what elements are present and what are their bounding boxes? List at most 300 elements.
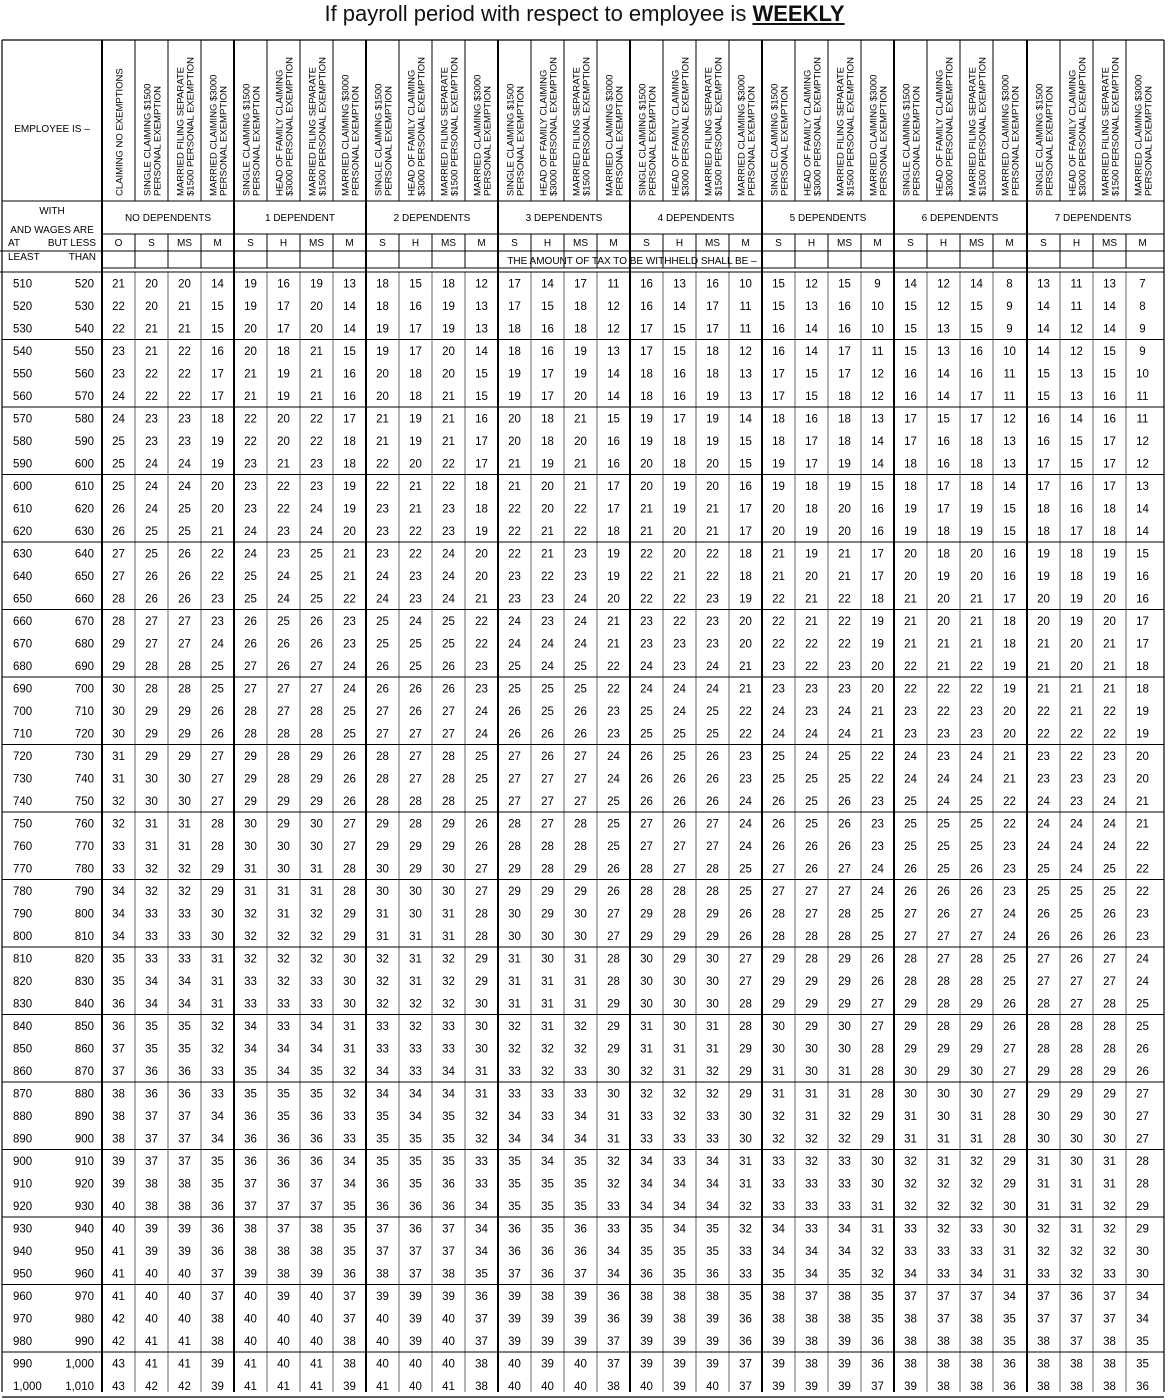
column-code-1-1: H <box>279 238 288 249</box>
tax-cell: 16 <box>409 301 422 313</box>
tax-cell: 25 <box>772 773 785 786</box>
wage-but-less: 620 <box>74 503 94 516</box>
tax-cell: 26 <box>640 773 653 786</box>
wage-but-less: 890 <box>74 1111 94 1123</box>
tax-cell: 32 <box>112 796 125 808</box>
tax-cell: 22 <box>871 773 884 786</box>
tax-cell: 30 <box>574 931 587 943</box>
tax-cell: 39 <box>673 1358 686 1371</box>
tax-cell: 29 <box>145 706 158 718</box>
tax-cell: 36 <box>541 1246 554 1258</box>
wage-but-less: 820 <box>74 953 94 966</box>
tax-cell: 23 <box>508 593 521 606</box>
tax-cell: 28 <box>1070 1021 1083 1033</box>
tax-cell: 25 <box>244 593 257 606</box>
tax-cell: 27 <box>244 683 257 696</box>
tax-cell: 23 <box>1136 931 1149 943</box>
tax-cell: 29 <box>310 773 323 786</box>
tax-cell: 26 <box>1003 1021 1016 1033</box>
tax-cell: 36 <box>409 1201 422 1213</box>
tax-cell: 28 <box>541 863 554 876</box>
tax-cell: 21 <box>706 503 719 516</box>
tax-cell: 25 <box>112 436 125 448</box>
tax-cell: 14 <box>871 436 884 448</box>
tax-cell: 32 <box>904 1201 917 1213</box>
tax-cell: 26 <box>1037 931 1050 943</box>
tax-cell: 25 <box>970 818 983 831</box>
tax-cell: 34 <box>673 1223 686 1236</box>
tax-cell: 20 <box>475 548 488 561</box>
tax-cell: 18 <box>574 323 587 336</box>
tax-cell: 24 <box>937 796 950 808</box>
tax-cell: 38 <box>211 1313 224 1326</box>
tax-cell: 35 <box>541 1178 554 1191</box>
tax-cell: 20 <box>409 458 422 471</box>
tax-cell: 22 <box>376 458 389 471</box>
group-label-1: 1 DEPENDENT <box>264 213 336 224</box>
tax-cell: 34 <box>211 1133 224 1146</box>
tax-cell: 18 <box>541 436 554 448</box>
tax-cell: 40 <box>310 1291 323 1303</box>
tax-cell: 37 <box>145 1156 158 1168</box>
wage-but-less: 630 <box>74 526 94 538</box>
tax-cell: 16 <box>706 278 719 291</box>
tax-cell: 22 <box>508 526 521 538</box>
tax-cell: 35 <box>871 1291 884 1303</box>
tax-cell: 27 <box>574 773 587 786</box>
tax-cell: 12 <box>1070 323 1083 336</box>
tax-cell: 22 <box>871 751 884 763</box>
tax-cell: 27 <box>805 886 818 898</box>
wage-at-least: 590 <box>13 458 33 471</box>
tax-cell: 30 <box>112 728 125 741</box>
tax-cell: 24 <box>310 526 323 538</box>
tax-cell: 32 <box>838 1111 851 1123</box>
wage-but-less: 1,000 <box>65 1358 94 1371</box>
tax-cell: 25 <box>1037 886 1050 898</box>
tax-cell: 24 <box>376 571 389 583</box>
tax-cell: 29 <box>541 886 554 898</box>
wage-at-least: 520 <box>13 301 33 313</box>
tax-cell: 28 <box>970 976 983 988</box>
tax-cell: 25 <box>310 571 323 583</box>
tax-cell: 41 <box>112 1268 125 1281</box>
status-label-7-1-b: $3000 PERSONAL EXEMPTION <box>1077 56 1089 196</box>
tax-cell: 28 <box>376 773 389 786</box>
tax-cell: 26 <box>904 863 917 876</box>
tax-cell: 20 <box>343 526 356 538</box>
tax-cell: 31 <box>970 1133 983 1146</box>
tax-cell: 25 <box>838 751 851 763</box>
tax-cell: 31 <box>640 1043 653 1056</box>
tax-cell: 34 <box>442 1066 455 1078</box>
tax-cell: 35 <box>376 1133 389 1146</box>
tax-cell: 27 <box>904 931 917 943</box>
column-code-6-1: H <box>939 238 948 249</box>
but-less-label: BUT LESS <box>47 238 96 249</box>
tax-cell: 23 <box>706 638 719 651</box>
tax-cell: 34 <box>706 1178 719 1191</box>
column-code-1-3: M <box>345 238 354 249</box>
wage-but-less: 730 <box>74 751 94 763</box>
tax-cell: 24 <box>343 661 356 673</box>
tax-cell: 26 <box>937 908 950 921</box>
column-code-1-2: MS <box>309 238 324 249</box>
tax-cell: 26 <box>178 571 191 583</box>
tax-cell: 28 <box>871 1043 884 1056</box>
tax-cell: 24 <box>178 458 191 471</box>
tax-cell: 14 <box>904 278 917 291</box>
wage-but-less: 760 <box>74 818 94 831</box>
tax-cell: 22 <box>244 413 257 426</box>
status-label-0-1: SINGLE CLAIMING $1500 <box>142 83 154 196</box>
tax-cell: 18 <box>508 323 521 336</box>
tax-cell: 27 <box>739 953 752 966</box>
tax-cell: 27 <box>1003 1066 1016 1078</box>
tax-cell: 22 <box>211 571 224 583</box>
tax-cell: 17 <box>409 346 422 358</box>
tax-cell: 27 <box>277 683 290 696</box>
tax-cell: 34 <box>277 1066 290 1078</box>
tax-cell: 38 <box>112 1088 125 1101</box>
tax-cell: 25 <box>937 818 950 831</box>
tax-cell: 36 <box>376 1178 389 1191</box>
wage-at-least: 970 <box>13 1313 33 1326</box>
status-label-6-2: MARRIED FILING SEPARATE <box>967 67 979 196</box>
tax-cell: 32 <box>1037 1223 1050 1236</box>
tax-cell: 32 <box>376 953 389 966</box>
tax-cell: 15 <box>673 323 686 336</box>
status-label-4-2: MARRIED FILING SEPARATE <box>703 67 715 196</box>
tax-cell: 33 <box>244 998 257 1011</box>
tax-cell: 22 <box>1037 706 1050 718</box>
tax-cell: 18 <box>640 391 653 403</box>
tax-cell: 36 <box>211 1223 224 1236</box>
tax-cell: 27 <box>211 796 224 808</box>
tax-cell: 25 <box>706 728 719 741</box>
tax-cell: 12 <box>937 278 950 291</box>
wage-at-least: 650 <box>13 593 33 606</box>
tax-cell: 35 <box>574 1201 587 1213</box>
tax-cell: 32 <box>607 1178 620 1191</box>
tax-cell: 35 <box>409 1156 422 1168</box>
tax-cell: 24 <box>739 818 752 831</box>
tax-cell: 20 <box>673 526 686 538</box>
tax-cell: 27 <box>838 863 851 876</box>
tax-cell: 33 <box>508 1066 521 1078</box>
tax-cell: 27 <box>1003 1043 1016 1056</box>
tax-cell: 26 <box>937 886 950 898</box>
tax-cell: 21 <box>541 548 554 561</box>
tax-cell: 35 <box>706 1223 719 1236</box>
tax-cell: 21 <box>508 481 521 493</box>
tax-cell: 26 <box>871 953 884 966</box>
tax-cell: 15 <box>772 278 785 291</box>
tax-cell: 32 <box>1103 1223 1116 1236</box>
tax-cell: 22 <box>904 661 917 673</box>
tax-cell: 27 <box>739 976 752 988</box>
tax-cell: 24 <box>673 683 686 696</box>
tax-cell: 28 <box>1070 1043 1083 1056</box>
tax-cell: 20 <box>871 683 884 696</box>
tax-cell: 31 <box>475 1088 488 1101</box>
tax-cell: 26 <box>409 706 422 718</box>
tax-cell: 23 <box>574 571 587 583</box>
column-code-6-0: S <box>907 238 914 249</box>
tax-cell: 25 <box>376 638 389 651</box>
tax-cell: 40 <box>244 1336 257 1348</box>
wage-but-less: 810 <box>74 931 94 943</box>
tax-cell: 27 <box>1037 976 1050 988</box>
tax-cell: 30 <box>541 953 554 966</box>
tax-cell: 27 <box>541 773 554 786</box>
tax-cell: 28 <box>178 661 191 673</box>
tax-cell: 20 <box>442 346 455 358</box>
tax-cell: 39 <box>310 1268 323 1281</box>
tax-cell: 35 <box>1003 1336 1016 1348</box>
tax-cell: 33 <box>904 1223 917 1236</box>
tax-cell: 30 <box>475 1021 488 1033</box>
tax-cell: 41 <box>376 1381 389 1393</box>
tax-cell: 18 <box>838 391 851 403</box>
tax-cell: 19 <box>244 278 257 291</box>
tax-cell: 23 <box>871 796 884 808</box>
tax-cell: 21 <box>1003 751 1016 763</box>
tax-cell: 12 <box>871 391 884 403</box>
status-label-4-3-b: PERSONAL EXEMPTION <box>746 86 758 196</box>
tax-cell: 33 <box>673 1133 686 1146</box>
wage-at-least: 880 <box>13 1111 33 1123</box>
tax-cell: 25 <box>904 796 917 808</box>
wage-but-less: 670 <box>74 616 94 628</box>
tax-cell: 29 <box>673 931 686 943</box>
tax-cell: 33 <box>343 1111 356 1123</box>
tax-cell: 31 <box>1070 1201 1083 1213</box>
wage-at-least: 540 <box>13 346 33 358</box>
tax-cell: 36 <box>1070 1291 1083 1303</box>
tax-cell: 41 <box>244 1381 257 1393</box>
status-label-6-1: HEAD OF FAMILY CLAIMING <box>934 69 946 196</box>
tax-cell: 36 <box>244 1156 257 1168</box>
tax-cell: 23 <box>805 706 818 718</box>
tax-cell: 28 <box>838 908 851 921</box>
tax-cell: 22 <box>673 616 686 628</box>
tax-cell: 29 <box>475 976 488 988</box>
tax-cell: 25 <box>541 706 554 718</box>
tax-cell: 38 <box>475 1381 488 1393</box>
tax-cell: 17 <box>838 368 851 381</box>
tax-cell: 18 <box>475 481 488 493</box>
tax-cell: 21 <box>1037 661 1050 673</box>
tax-cell: 22 <box>508 548 521 561</box>
tax-cell: 28 <box>442 751 455 763</box>
tax-cell: 36 <box>277 1133 290 1146</box>
tax-cell: 38 <box>244 1223 257 1236</box>
tax-cell: 31 <box>1003 1268 1016 1281</box>
tax-cell: 19 <box>442 323 455 336</box>
tax-cell: 29 <box>937 1066 950 1078</box>
and-wages-are-label: AND WAGES ARE <box>10 225 94 236</box>
tax-cell: 26 <box>310 616 323 628</box>
wage-at-least: 780 <box>13 886 33 898</box>
tax-cell: 13 <box>937 346 950 358</box>
tax-cell: 22 <box>937 706 950 718</box>
tax-cell: 26 <box>244 616 257 628</box>
tax-cell: 37 <box>112 1066 125 1078</box>
tax-cell: 33 <box>838 1178 851 1191</box>
status-label-4-0-b: PERSONAL EXEMPTION <box>647 86 659 196</box>
tax-cell: 27 <box>706 841 719 853</box>
tax-cell: 27 <box>409 728 422 741</box>
tax-cell: 17 <box>937 503 950 516</box>
tax-cell: 36 <box>409 1223 422 1236</box>
tax-cell: 26 <box>442 683 455 696</box>
tax-cell: 22 <box>1136 841 1149 853</box>
tax-cell: 13 <box>871 413 884 426</box>
tax-cell: 27 <box>904 908 917 921</box>
tax-cell: 31 <box>1103 1156 1116 1168</box>
tax-cell: 28 <box>1037 1021 1050 1033</box>
tax-cell: 38 <box>772 1291 785 1303</box>
tax-cell: 27 <box>607 908 620 921</box>
tax-cell: 35 <box>541 1201 554 1213</box>
tax-cell: 25 <box>937 841 950 853</box>
status-label-0-0: CLAIMING NO EXEMPTIONS <box>114 68 126 196</box>
tax-cell: 35 <box>871 1313 884 1326</box>
status-label-0-3-b: PERSONAL EXEMPTION <box>218 86 230 196</box>
tax-cell: 21 <box>1037 638 1050 651</box>
tax-cell: 25 <box>1070 886 1083 898</box>
tax-cell: 27 <box>508 751 521 763</box>
tax-cell: 32 <box>574 1043 587 1056</box>
tax-cell: 23 <box>343 638 356 651</box>
tax-cell: 40 <box>178 1268 191 1281</box>
tax-cell: 31 <box>805 1111 818 1123</box>
tax-cell: 31 <box>1070 1223 1083 1236</box>
tax-cell: 29 <box>178 751 191 763</box>
tax-cell: 29 <box>541 908 554 921</box>
tax-cell: 29 <box>970 1043 983 1056</box>
tax-cell: 19 <box>376 346 389 358</box>
tax-cell: 31 <box>310 863 323 876</box>
wage-at-least: 850 <box>13 1043 33 1056</box>
tax-cell: 40 <box>409 1358 422 1371</box>
wage-at-least: 980 <box>13 1336 33 1348</box>
tax-cell: 17 <box>805 458 818 471</box>
tax-cell: 29 <box>706 908 719 921</box>
column-code-5-0: S <box>775 238 782 249</box>
tax-cell: 32 <box>409 1021 422 1033</box>
tax-cell: 38 <box>244 1246 257 1258</box>
wage-but-less: 920 <box>74 1178 94 1191</box>
tax-cell: 13 <box>607 346 620 358</box>
tax-cell: 32 <box>640 1066 653 1078</box>
tax-cell: 33 <box>838 1201 851 1213</box>
tax-cell: 17 <box>772 368 785 381</box>
tax-cell: 31 <box>574 953 587 966</box>
tax-cell: 32 <box>178 863 191 876</box>
tax-cell: 37 <box>1070 1313 1083 1326</box>
tax-cell: 14 <box>871 458 884 471</box>
tax-cell: 32 <box>838 1133 851 1146</box>
status-label-7-2: MARRIED FILING SEPARATE <box>1100 67 1112 196</box>
tax-cell: 18 <box>277 346 290 358</box>
tax-cell: 30 <box>541 931 554 943</box>
tax-cell: 29 <box>178 706 191 718</box>
tax-cell: 22 <box>244 436 257 448</box>
tax-cell: 28 <box>112 593 125 606</box>
tax-cell: 14 <box>1070 413 1083 426</box>
tax-cell: 14 <box>1037 323 1050 336</box>
tax-cell: 15 <box>1103 368 1116 381</box>
tax-cell: 25 <box>211 661 224 673</box>
tax-cell: 25 <box>871 931 884 943</box>
tax-cell: 18 <box>1003 638 1016 651</box>
tax-cell: 33 <box>442 1043 455 1056</box>
tax-cell: 15 <box>343 346 356 358</box>
tax-cell: 23 <box>640 638 653 651</box>
tax-cell: 34 <box>376 1066 389 1078</box>
tax-cell: 33 <box>904 1246 917 1258</box>
tax-cell: 21 <box>244 391 257 403</box>
tax-cell: 34 <box>211 1111 224 1123</box>
tax-cell: 33 <box>310 998 323 1011</box>
tax-cell: 40 <box>112 1201 125 1213</box>
wage-but-less: 980 <box>74 1313 94 1326</box>
tax-cell: 29 <box>838 976 851 988</box>
tax-cell: 23 <box>178 413 191 426</box>
tax-cell: 39 <box>409 1336 422 1348</box>
tax-cell: 30 <box>640 953 653 966</box>
tax-cell: 18 <box>475 503 488 516</box>
tax-cell: 39 <box>706 1313 719 1326</box>
tax-cell: 16 <box>772 346 785 358</box>
tax-cell: 40 <box>376 1358 389 1371</box>
wage-but-less: 860 <box>74 1043 94 1056</box>
tax-cell: 31 <box>772 1088 785 1101</box>
tax-cell: 32 <box>970 1201 983 1213</box>
tax-cell: 34 <box>640 1201 653 1213</box>
tax-cell: 35 <box>1136 1358 1149 1371</box>
tax-cell: 27 <box>409 773 422 786</box>
tax-cell: 39 <box>508 1336 521 1348</box>
wage-but-less: 800 <box>74 908 94 921</box>
tax-cell: 17 <box>706 301 719 313</box>
tax-cell: 20 <box>541 481 554 493</box>
tax-cell: 34 <box>178 976 191 988</box>
tax-cell: 33 <box>178 908 191 921</box>
wage-at-least: 660 <box>13 616 33 628</box>
tax-cell: 32 <box>541 1043 554 1056</box>
tax-cell: 28 <box>508 818 521 831</box>
tax-cell: 33 <box>1037 1268 1050 1281</box>
tax-cell: 33 <box>937 1246 950 1258</box>
tax-cell: 37 <box>343 1313 356 1326</box>
column-code-2-3: M <box>477 238 486 249</box>
group-label-0: NO DEPENDENTS <box>124 213 212 224</box>
tax-cell: 21 <box>376 436 389 448</box>
tax-cell: 35 <box>442 1133 455 1146</box>
tax-cell: 25 <box>211 683 224 696</box>
tax-cell: 30 <box>508 931 521 943</box>
tax-cell: 40 <box>376 1313 389 1326</box>
tax-cell: 28 <box>673 908 686 921</box>
tax-cell: 20 <box>937 593 950 606</box>
tax-cell: 35 <box>640 1223 653 1236</box>
tax-cell: 37 <box>739 1358 752 1371</box>
tax-cell: 14 <box>805 346 818 358</box>
tax-cell: 20 <box>904 571 917 583</box>
